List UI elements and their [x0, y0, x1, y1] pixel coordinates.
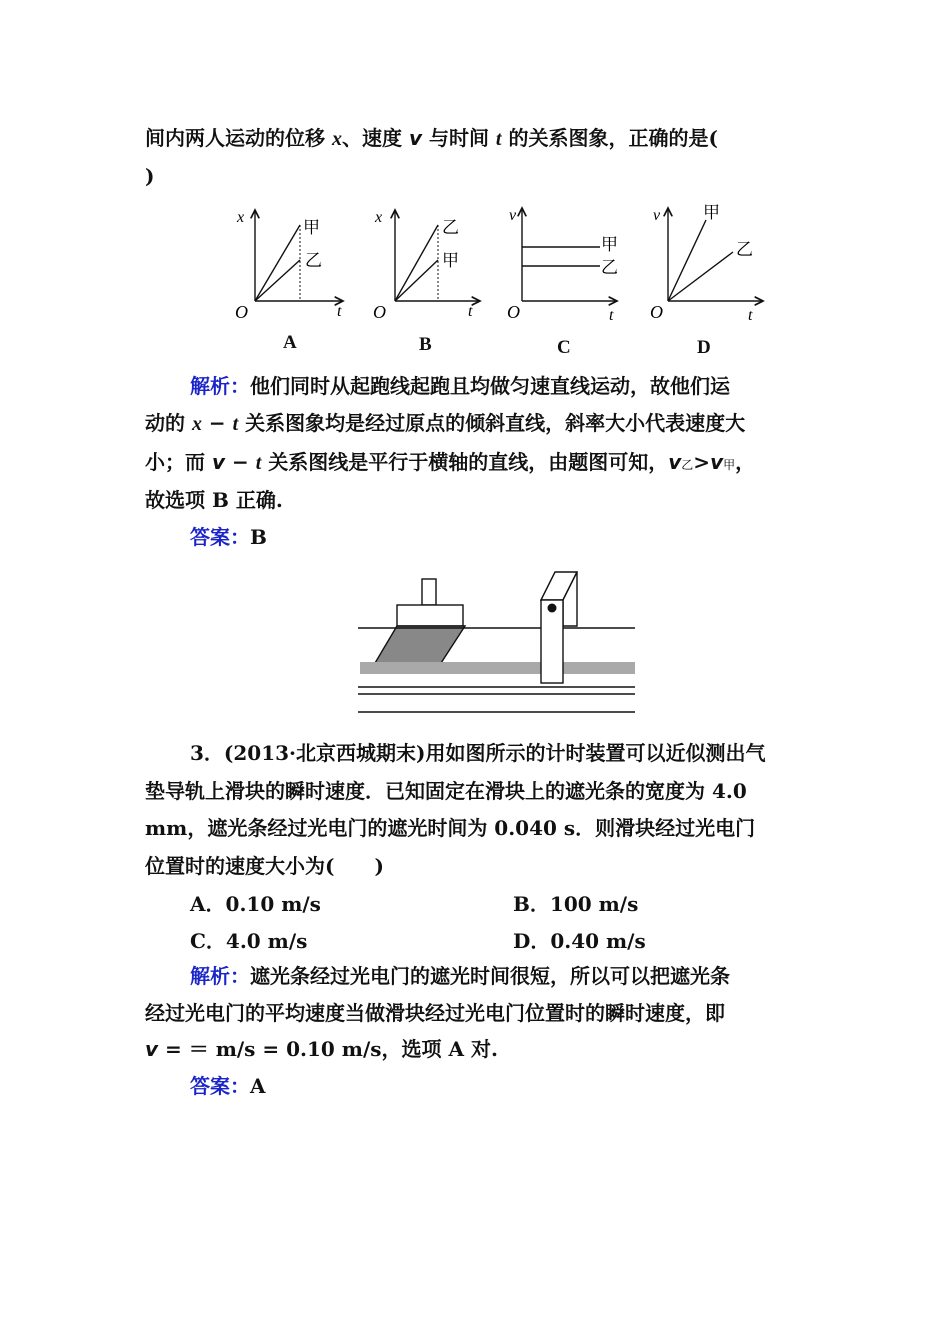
- motion-graphs-figure: [225, 198, 775, 323]
- y-axis-label: x: [375, 209, 383, 226]
- var-v: v: [408, 126, 422, 150]
- graph-b: [373, 209, 480, 322]
- q2-stem-line2: ): [145, 164, 155, 188]
- text: 关系图线是平行于横轴的直线，由题图可知，: [261, 450, 669, 474]
- text: 关系图象均是经过原点的倾斜直线，斜率大小代表速度大: [238, 411, 746, 435]
- y-axis-label: v: [653, 207, 661, 224]
- var-v: v: [211, 450, 226, 474]
- q2-analysis-line4: 故选项 B 正确.: [145, 488, 283, 512]
- x-axis-label: t: [748, 307, 753, 323]
- option-d[interactable]: [513, 928, 646, 954]
- x-axis-label: t: [609, 307, 614, 323]
- answer-value: A: [250, 1074, 266, 1098]
- subscript: 甲: [723, 458, 736, 472]
- option-label: C．: [190, 929, 226, 953]
- var-x: x: [191, 413, 202, 435]
- answer-value: B: [250, 525, 267, 549]
- text: −: [201, 411, 233, 435]
- var-v: v: [145, 1037, 159, 1061]
- line-label: 甲: [601, 235, 618, 254]
- text: 他们同时从起跑线起跑且均做匀速直线运动，故他们运: [250, 374, 730, 398]
- var-x: x: [331, 128, 342, 150]
- option-text: 0.10 m/s: [225, 892, 321, 916]
- q3-stem-line2: 垫导轨上滑块的瞬时速度．已知固定在滑块上的遮光条的宽度为 4.0: [145, 779, 747, 803]
- var-t: t: [495, 128, 502, 150]
- origin-label: O: [507, 302, 520, 322]
- line-label: 甲: [442, 251, 459, 270]
- option-a[interactable]: [190, 891, 321, 917]
- q3-stem-line1: [190, 740, 765, 766]
- q3-analysis-line2: 经过光电门的平均速度当做滑块经过光电门位置时的瞬时速度，即: [145, 1001, 725, 1025]
- var-t: t: [255, 452, 262, 474]
- q2-stem-line1: [145, 125, 718, 152]
- var-t: t: [232, 413, 239, 435]
- text: 用如图所示的计时装置可以近似测出气: [425, 741, 766, 765]
- q3-analysis-line3: [145, 1036, 498, 1062]
- graph-caption: D: [697, 337, 711, 358]
- q3-analysis-line1: [190, 963, 730, 989]
- answer-label: 答案：: [190, 525, 250, 549]
- option-label: D．: [513, 929, 551, 953]
- q3-stem-line3: mm，遮光条经过光电门的遮光时间为 0.040 s．则滑块经过光电门: [145, 816, 756, 840]
- line-label: 乙: [601, 258, 618, 277]
- option-b[interactable]: [513, 891, 638, 917]
- line-label: 乙: [736, 240, 753, 259]
- origin-label: O: [650, 302, 663, 322]
- option-label: B．: [513, 892, 550, 916]
- text: 间内两人运动的位移: [145, 126, 332, 150]
- q2-answer: [190, 524, 267, 550]
- subscript: 乙: [681, 458, 694, 472]
- graph-caption: B: [419, 334, 432, 355]
- text: ，: [735, 450, 756, 474]
- text: −: [225, 450, 256, 474]
- question-source: (2013·北京西城期末): [223, 741, 426, 765]
- graph-a: [235, 209, 343, 322]
- line-label: 乙: [305, 251, 322, 270]
- text: 与时间: [421, 126, 496, 150]
- text: 、速度: [341, 126, 409, 150]
- x-axis-label: t: [337, 303, 342, 320]
- q2-analysis-line2: [145, 410, 745, 437]
- y-axis-label: v: [509, 207, 517, 224]
- text: 的关系图象，正确的是(: [501, 126, 718, 150]
- text: = ＝ m/s = 0.10 m/s，选项 A 对.: [158, 1037, 498, 1061]
- option-c[interactable]: [190, 928, 307, 954]
- text: 动的: [145, 411, 192, 435]
- origin-label: O: [373, 302, 386, 322]
- text: 遮光条经过光电门的遮光时间很短，所以可以把遮光条: [250, 964, 730, 988]
- option-text: 4.0 m/s: [225, 929, 308, 953]
- text: 小；而: [145, 450, 212, 474]
- q2-analysis-line3: [145, 449, 755, 478]
- line-label: 甲: [703, 203, 720, 222]
- var-v: v: [668, 450, 682, 474]
- graph-c: [507, 207, 618, 323]
- graph-caption: A: [283, 332, 297, 353]
- option-label: A．: [190, 892, 226, 916]
- analysis-label: 解析：: [190, 374, 250, 398]
- q2-analysis-line1: [190, 373, 730, 399]
- y-axis-label: x: [237, 209, 245, 226]
- line-label: 甲: [303, 218, 320, 237]
- text: >: [693, 450, 711, 474]
- graph-caption: C: [557, 337, 571, 358]
- var-v: v: [710, 450, 724, 474]
- line-label: 乙: [442, 218, 459, 237]
- air-track-figure: [355, 570, 640, 718]
- answer-label: 答案：: [190, 1074, 250, 1098]
- q3-stem-line4: 位置时的速度大小为( ): [145, 854, 384, 878]
- x-axis-label: t: [468, 303, 473, 320]
- option-text: 100 m/s: [549, 892, 639, 916]
- graph-d: [650, 203, 763, 323]
- option-text: 0.40 m/s: [550, 929, 646, 953]
- origin-label: O: [235, 302, 248, 322]
- q3-answer: [190, 1073, 266, 1099]
- question-number: 3．: [190, 741, 224, 765]
- analysis-label: 解析：: [190, 964, 250, 988]
